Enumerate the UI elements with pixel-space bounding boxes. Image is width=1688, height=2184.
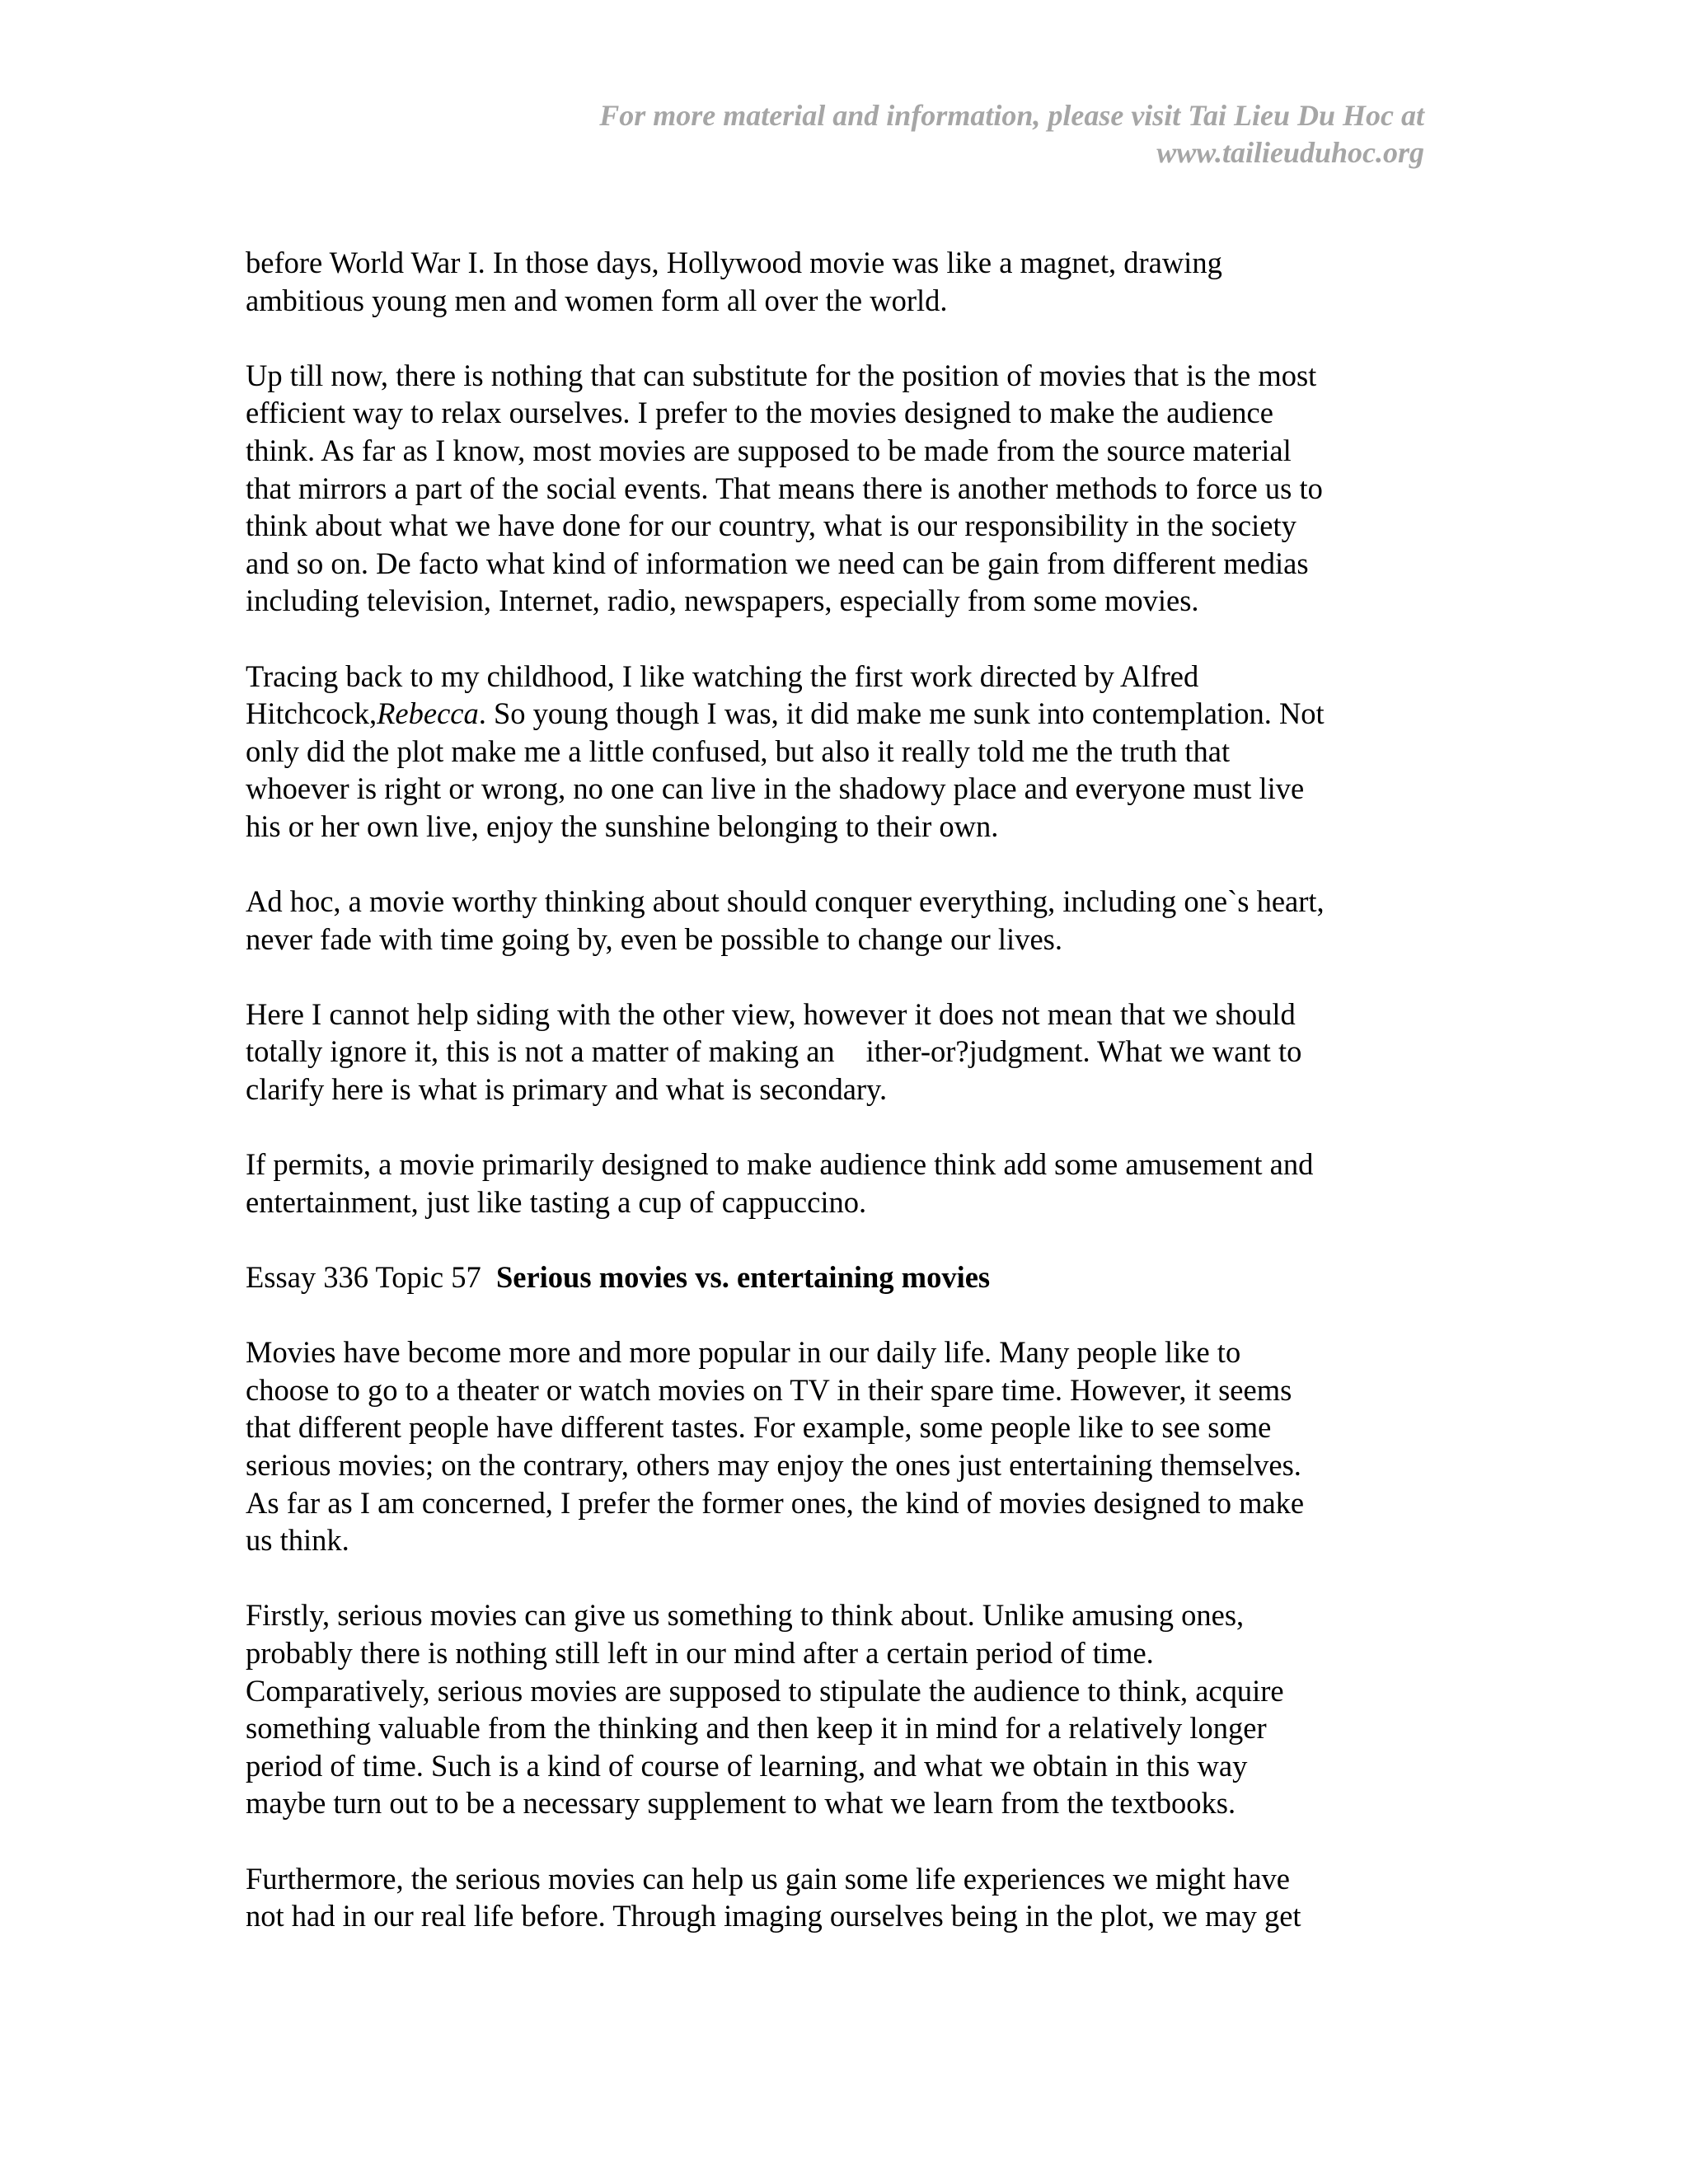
text-line: period of time. Such is a kind of course of learning, and what we obtain in this way: [246, 1748, 1248, 1783]
text-segment: So young though I was, it did make me sunk into contemplation. Not: [493, 696, 1325, 731]
paragraph: [246, 1596, 1449, 1822]
text-line: Here I cannot help siding with the other view, however it does not mean that we should: [246, 996, 1296, 1031]
text-line: think about what we have done for our country, what is our responsibility in the society: [246, 509, 1296, 543]
text-line: Comparatively, serious movies are supposed to stipulate the audience to think, acquire: [246, 1673, 1284, 1708]
text-line: If permits, a movie primarily designed to make audience think add some amusement and: [246, 1147, 1314, 1182]
text-line: Ad hoc, a movie worthy thinking about should conquer everything, including one`s heart,: [246, 884, 1325, 919]
text-line: only did the plot make me a little confused, but also it really told me the truth that: [246, 733, 1231, 768]
text-line: us think.: [246, 1523, 349, 1558]
text-line: Up till now, there is nothing that can substitute for the position of movies that is the most: [246, 358, 1317, 392]
text-line: entertainment, just like tasting a cup of cappuccino.: [246, 1184, 867, 1219]
text-line: serious movies; on the contrary, others may enjoy the ones just entertaining themselves.: [246, 1448, 1301, 1482]
text-line: Furthermore, the serious movies can help us gain some life experiences we might have: [246, 1861, 1290, 1896]
essay-title: Serious movies vs. entertaining movies: [495, 1260, 991, 1295]
text-line: As far as I am concerned, I prefer the former ones, the kind of movies designed to make: [246, 1485, 1305, 1520]
film-title: Rebecca: [377, 696, 479, 731]
text-line: whoever is right or wrong, no one can live in the shadowy place and everyone must live: [246, 771, 1305, 806]
paragraph: [246, 357, 1449, 620]
text-segment: Hitchcock,: [246, 696, 377, 731]
text-line: Firstly, serious movies can give us something to think about. Unlike amusing ones,: [246, 1598, 1245, 1633]
paragraph: [246, 1333, 1449, 1559]
header-link[interactable]: www.tailieuduhoc.org: [1156, 136, 1424, 169]
text-line: something valuable from the thinking and then keep it in mind for a relatively longer: [246, 1711, 1267, 1746]
essay-heading: [246, 1258, 1449, 1296]
paragraph: [246, 883, 1449, 958]
text-line: not had in our real life before. Through imaging ourselves being in the plot, we may get: [246, 1899, 1301, 1933]
text-line: Tracing back to my childhood, I like watching the first work directed by Alfred: [246, 658, 1199, 693]
text-line: [246, 1033, 1449, 1071]
text-line: before World War I. In those days, Hollywood movie was like a magnet, drawing: [246, 246, 1222, 279]
text-segment: .: [478, 696, 494, 731]
text-line: choose to go to a theater or watch movies on TV in their spare time. However, it seems: [246, 1372, 1292, 1407]
paragraph: [246, 996, 1449, 1108]
text-line: and so on. De facto what kind of information we need can be gain from different medias: [246, 546, 1309, 580]
text-line: maybe turn out to be a necessary supplement to what we learn from the textbooks.: [246, 1786, 1236, 1821]
text-line: Movies have become more and more popular in our daily life. Many people like to: [246, 1335, 1241, 1370]
paragraph: [246, 658, 1449, 846]
text-line: including television, Internet, radio, newspapers, especially from some movies.: [246, 583, 1199, 618]
paragraph: [246, 1146, 1449, 1221]
text-segment: totally ignore it, this is not a matter of making an: [246, 1034, 835, 1069]
text-line: his or her own live, enjoy the sunshine belonging to their own.: [246, 808, 999, 843]
text-line: efficient way to relax ourselves. I prefer to the movies designed to make the audience: [246, 396, 1273, 430]
text-line: that mirrors a part of the social events. That means there is another methods to force us to: [246, 471, 1323, 505]
header-line-1: For more material and information, please visit Tai Lieu Du Hoc at: [599, 99, 1424, 132]
paragraph: [246, 244, 1449, 319]
text-segment: ither-or?judgment. What we want to: [865, 1034, 1302, 1069]
text-line: think. As far as I know, most movies are supposed to be made from the source material: [246, 433, 1292, 467]
document-body: [246, 244, 1449, 1972]
text-line: ambitious young men and women form all over the world.: [246, 283, 948, 317]
essay-label: Essay 336 Topic 57: [246, 1260, 481, 1295]
text-line: clarify here is what is primary and what is secondary.: [246, 1072, 888, 1107]
paragraph: [246, 1860, 1449, 1935]
text-line: probably there is nothing still left in our mind after a certain period of time.: [246, 1635, 1154, 1670]
text-line: that different people have different tastes. For example, some people like to see some: [246, 1410, 1272, 1445]
text-line: never fade with time going by, even be possible to change our lives.: [246, 921, 1062, 956]
text-line: [246, 695, 1449, 733]
page-header: [599, 97, 1424, 171]
